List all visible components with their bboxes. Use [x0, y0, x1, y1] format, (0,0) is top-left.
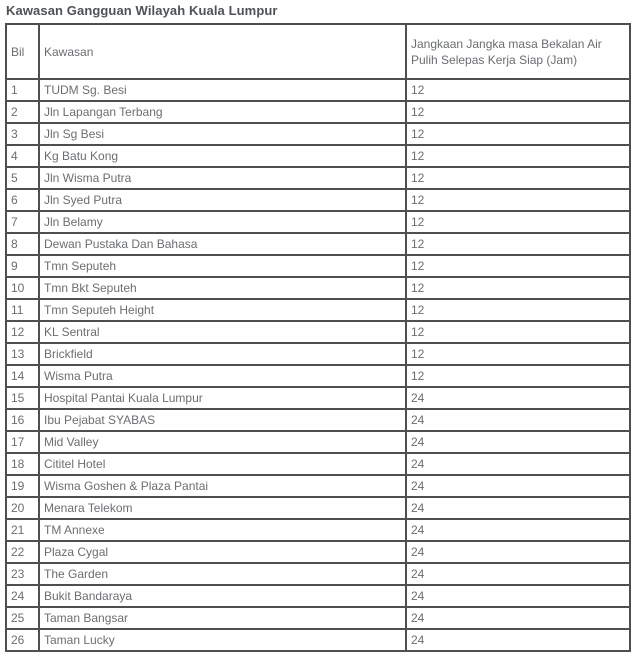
restore-hours-cell: 12	[406, 343, 630, 365]
table-row	[6, 497, 630, 519]
row-number-cell: 12	[6, 321, 39, 343]
row-number-cell: 23	[6, 563, 39, 585]
area-name-cell: TUDM Sg. Besi	[39, 79, 406, 101]
table-row	[6, 145, 630, 167]
row-number-cell: 8	[6, 233, 39, 255]
row-number-cell: 1	[6, 79, 39, 101]
table-row	[6, 277, 630, 299]
row-number-cell: 14	[6, 365, 39, 387]
restore-hours-cell: 24	[406, 519, 630, 541]
area-name-cell: Jln Lapangan Terbang	[39, 101, 406, 123]
table-row	[6, 475, 630, 497]
area-name-cell: Menara Telekom	[39, 497, 406, 519]
table-row	[6, 607, 630, 629]
row-number-cell: 4	[6, 145, 39, 167]
column-header-restore-hours-label: Jangkaan Jangka masa Bekalan Air Pulih Selepas Kerja Siap (Jam)	[411, 36, 602, 67]
table-row	[6, 79, 630, 101]
restore-hours-cell: 12	[406, 233, 630, 255]
row-number-cell: 25	[6, 607, 39, 629]
row-number-cell: 22	[6, 541, 39, 563]
restore-hours-cell: 12	[406, 299, 630, 321]
row-number-cell: 3	[6, 123, 39, 145]
restore-hours-cell: 24	[406, 497, 630, 519]
area-name-cell: Tmn Seputeh Height	[39, 299, 406, 321]
restore-hours-cell: 12	[406, 365, 630, 387]
area-name-cell: TM Annexe	[39, 519, 406, 541]
restore-hours-cell: 24	[406, 585, 630, 607]
row-number-cell: 20	[6, 497, 39, 519]
table-row	[6, 123, 630, 145]
table-row	[6, 255, 630, 277]
area-name-cell: Mid Valley	[39, 431, 406, 453]
restore-hours-cell: 12	[406, 101, 630, 123]
restore-hours-cell: 12	[406, 189, 630, 211]
table-row	[6, 299, 630, 321]
table-row	[6, 189, 630, 211]
table-row	[6, 585, 630, 607]
restore-hours-cell: 12	[406, 79, 630, 101]
restore-hours-cell: 24	[406, 409, 630, 431]
area-name-cell: Jln Syed Putra	[39, 189, 406, 211]
table-row	[6, 629, 630, 651]
restore-hours-cell: 24	[406, 541, 630, 563]
row-number-cell: 11	[6, 299, 39, 321]
table-row	[6, 519, 630, 541]
area-name-cell: Cititel Hotel	[39, 453, 406, 475]
restore-hours-cell: 12	[406, 145, 630, 167]
area-name-cell: Brickfield	[39, 343, 406, 365]
row-number-cell: 10	[6, 277, 39, 299]
table-row	[6, 387, 630, 409]
row-number-cell: 2	[6, 101, 39, 123]
restore-hours-cell: 12	[406, 277, 630, 299]
row-number-cell: 5	[6, 167, 39, 189]
restore-hours-cell: 12	[406, 211, 630, 233]
restore-hours-cell: 24	[406, 607, 630, 629]
area-name-cell: Hospital Pantai Kuala Lumpur	[39, 387, 406, 409]
area-name-cell: Wisma Putra	[39, 365, 406, 387]
area-name-cell: Bukit Bandaraya	[39, 585, 406, 607]
restore-hours-cell: 24	[406, 387, 630, 409]
row-number-cell: 9	[6, 255, 39, 277]
restore-hours-cell: 24	[406, 453, 630, 475]
restore-hours-cell: 12	[406, 123, 630, 145]
column-header-restore-hours	[406, 24, 630, 79]
row-number-cell: 7	[6, 211, 39, 233]
area-name-cell: Tmn Seputeh	[39, 255, 406, 277]
table-row	[6, 211, 630, 233]
area-name-cell: Dewan Pustaka Dan Bahasa	[39, 233, 406, 255]
table-row	[6, 409, 630, 431]
table-row	[6, 365, 630, 387]
page-title: Kawasan Gangguan Wilayah Kuala Lumpur	[6, 3, 278, 18]
area-name-cell: The Garden	[39, 563, 406, 585]
area-name-cell: Taman Bangsar	[39, 607, 406, 629]
table-row	[6, 233, 630, 255]
row-number-cell: 18	[6, 453, 39, 475]
table-row	[6, 453, 630, 475]
area-name-cell: Plaza Cygal	[39, 541, 406, 563]
restore-hours-cell: 12	[406, 167, 630, 189]
table-row	[6, 541, 630, 563]
area-name-cell: Tmn Bkt Seputeh	[39, 277, 406, 299]
area-name-cell: Jln Wisma Putra	[39, 167, 406, 189]
row-number-cell: 17	[6, 431, 39, 453]
restore-hours-cell: 24	[406, 563, 630, 585]
area-name-cell: Wisma Goshen & Plaza Pantai	[39, 475, 406, 497]
column-header-bil: Bil	[6, 24, 39, 79]
row-number-cell: 6	[6, 189, 39, 211]
table-row	[6, 167, 630, 189]
area-name-cell: Ibu Pejabat SYABAS	[39, 409, 406, 431]
row-number-cell: 16	[6, 409, 39, 431]
row-number-cell: 13	[6, 343, 39, 365]
column-header-kawasan: Kawasan	[39, 24, 406, 79]
row-number-cell: 24	[6, 585, 39, 607]
area-name-cell: Jln Sg Besi	[39, 123, 406, 145]
area-name-cell: Kg Batu Kong	[39, 145, 406, 167]
restore-hours-cell: 12	[406, 255, 630, 277]
row-number-cell: 15	[6, 387, 39, 409]
table-row	[6, 431, 630, 453]
area-name-cell: Taman Lucky	[39, 629, 406, 651]
table-body	[6, 79, 630, 651]
restore-hours-cell: 24	[406, 629, 630, 651]
restore-hours-cell: 24	[406, 475, 630, 497]
restore-hours-cell: 12	[406, 321, 630, 343]
table-row	[6, 101, 630, 123]
header-row	[6, 24, 630, 79]
table-row	[6, 321, 630, 343]
row-number-cell: 19	[6, 475, 39, 497]
area-name-cell: KL Sentral	[39, 321, 406, 343]
table-header	[6, 24, 630, 79]
restore-hours-cell: 24	[406, 431, 630, 453]
disruption-table	[5, 23, 631, 652]
table-row	[6, 343, 630, 365]
row-number-cell: 21	[6, 519, 39, 541]
row-number-cell: 26	[6, 629, 39, 651]
area-name-cell: Jln Belamy	[39, 211, 406, 233]
table-row	[6, 563, 630, 585]
